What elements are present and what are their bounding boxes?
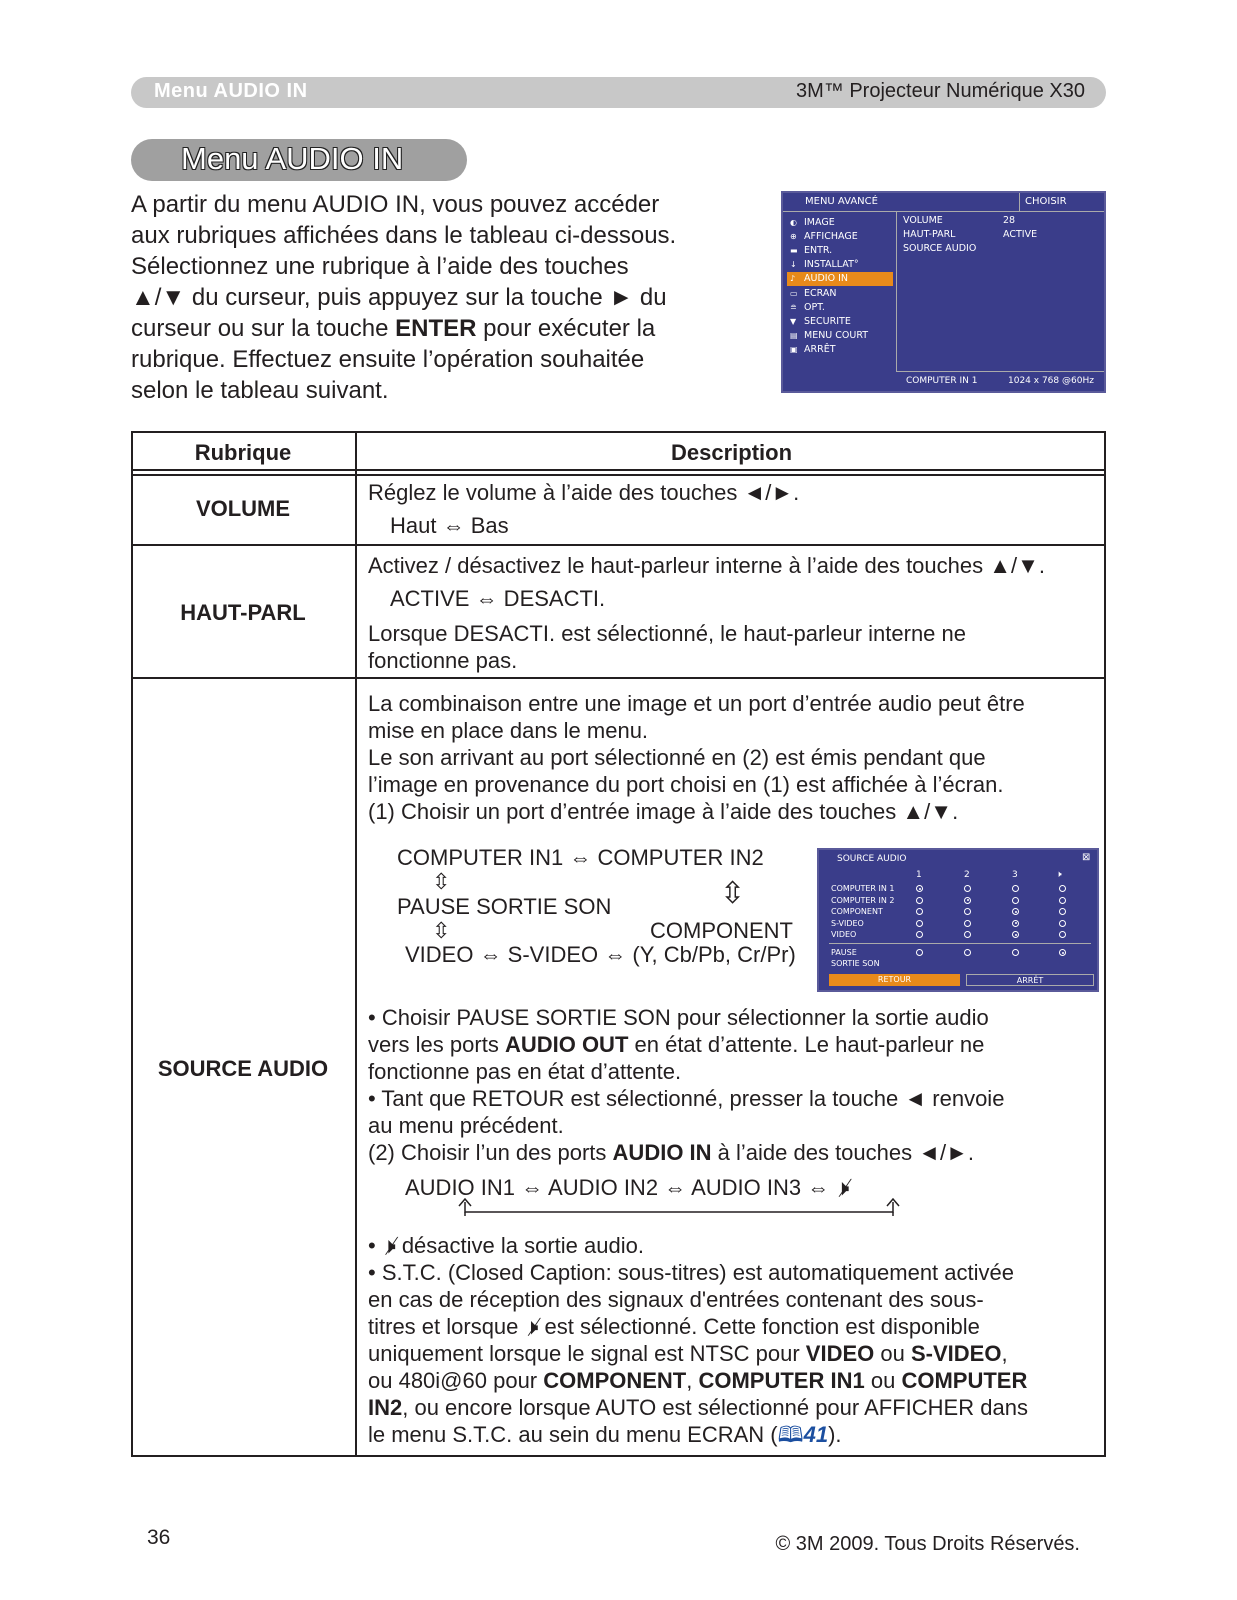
intro-line: selon le tableau suivant. xyxy=(131,377,389,404)
radio-option xyxy=(1012,885,1019,892)
table-row-divider xyxy=(131,677,1106,679)
osd-menu-item xyxy=(787,229,893,243)
menu-item-icon: ▤ xyxy=(790,331,798,341)
radio-option xyxy=(1012,949,1019,956)
osd-menu-item xyxy=(787,343,893,357)
page-number: 36 xyxy=(147,1526,171,1549)
desc-bold: IN2 xyxy=(368,1395,403,1420)
desc-text: ou xyxy=(874,1341,911,1366)
radio-option xyxy=(1059,949,1066,956)
desc-text: ). xyxy=(828,1422,842,1447)
osd-status-bar xyxy=(896,371,1104,394)
radio-option xyxy=(1012,920,1019,927)
radio-option xyxy=(916,920,923,927)
input-cycle-component: COMPONENT xyxy=(650,918,793,943)
radio-option xyxy=(916,931,923,938)
desc-text: • xyxy=(368,1233,382,1258)
radio-option xyxy=(964,897,971,904)
osd-source-row-label: COMPUTER IN 1 xyxy=(831,884,895,893)
osd-pause-label: PAUSE xyxy=(831,948,857,957)
osd-menu-item xyxy=(787,215,893,229)
osd-submenu-label: HAUT-PARL xyxy=(903,229,956,240)
menu-item-icon: ♪ xyxy=(790,274,796,284)
table-header-divider xyxy=(131,469,1106,471)
osd-menu-item-label: SECURITE xyxy=(804,315,851,327)
menu-item-icon: ≘ xyxy=(790,302,797,312)
osd-menu-item-label: ARRÊT xyxy=(804,344,836,356)
osd-choisir-label: CHOISIR xyxy=(1025,196,1067,207)
osd-column-header: 1 xyxy=(916,870,922,880)
desc-line: Lorsque DESACTI. est sélectionné, le haut-parleur interne ne xyxy=(368,621,966,646)
osd-column-header: 2 xyxy=(964,870,970,880)
radio-option xyxy=(1012,908,1019,915)
input-cycle-bottom: VIDEO ⇔ S-VIDEO ⇔ (Y, Cb/Pb, Cr/Pr) xyxy=(405,942,796,967)
radio-option xyxy=(964,931,971,938)
desc-bold: AUDIO OUT xyxy=(504,1032,629,1057)
row-label-haut-parl: HAUT-PARL xyxy=(180,600,306,625)
audio-cycle-return-arrow xyxy=(455,1198,905,1220)
desc-text: est sélectionné. Cette fonction est disponible xyxy=(538,1314,980,1339)
radio-option xyxy=(916,885,923,892)
intro-line: ▲/▼ du curseur, puis appuyez sur la touche ► du xyxy=(131,284,667,311)
osd-menu-item-label: OPT. xyxy=(804,301,825,313)
updown-arrow-icon: ⇳ xyxy=(432,869,451,894)
row-label-source-audio: SOURCE AUDIO xyxy=(157,1056,329,1081)
source-audio-notes xyxy=(368,1004,1098,1166)
advanced-menu-screenshot xyxy=(781,191,1106,393)
desc-text: uniquement lorsque le signal est NTSC pour xyxy=(368,1341,806,1366)
desc-line xyxy=(368,1232,1098,1259)
intro-paragraph xyxy=(131,189,759,406)
osd-divider xyxy=(829,943,1091,944)
desc-line: • S.T.C. (Closed Caption: sous-titres) est automatiquement activée xyxy=(368,1260,1014,1285)
osd-menu-item-label: IMAGE xyxy=(804,216,835,228)
radio-option xyxy=(916,908,923,915)
osd-menu-item-label: AUDIO IN xyxy=(804,273,848,285)
retour-button: RETOUR xyxy=(829,974,960,986)
intro-text: curseur ou sur la touche xyxy=(131,315,396,342)
osd-submenu-row xyxy=(903,229,1037,243)
osd-menu-item-label: MENU COURT xyxy=(804,330,869,342)
osd-menu-item xyxy=(787,300,893,314)
osd-menu-item xyxy=(787,243,893,257)
desc-text: à l’aide des touches ◄/►. xyxy=(711,1140,975,1165)
volume-description xyxy=(368,479,1098,539)
radio-option xyxy=(916,949,923,956)
menu-item-icon: ▼ xyxy=(790,316,797,326)
radio-option xyxy=(1059,931,1066,938)
desc-line: Haut ⇔ Bas xyxy=(390,513,509,538)
intro-line: aux rubriques affichées dans le tableau ci-dessous. xyxy=(131,222,677,249)
osd-source-row-label: VIDEO xyxy=(831,930,857,939)
desc-line xyxy=(368,1139,1098,1166)
updown-arrow-icon: ⇳ xyxy=(720,877,746,910)
desc-text: ou xyxy=(864,1368,902,1393)
osd-menu-title: MENU AVANCÉ xyxy=(805,196,878,207)
desc-line: au menu précédent. xyxy=(368,1113,564,1138)
radio-option xyxy=(964,949,971,956)
intro-text: pour exécuter la xyxy=(476,315,656,342)
source-audio-screenshot xyxy=(817,848,1099,992)
desc-text: le menu S.T.C. au sein du menu ECRAN ( xyxy=(368,1422,778,1447)
desc-line: Activez / désactivez le haut-parleur interne à l’aide des touches ▲/▼. xyxy=(368,553,1046,578)
desc-line xyxy=(368,1031,1098,1058)
radio-option xyxy=(964,920,971,927)
row-label-volume: VOLUME xyxy=(195,496,291,521)
osd-resolution: 1024 x 768 @60Hz xyxy=(1008,376,1094,386)
desc-text: désactive la sortie audio. xyxy=(395,1233,644,1258)
intro-line: rubrique. Effectuez ensuite l’opération souhaitée xyxy=(131,346,645,373)
source-audio-intro xyxy=(368,690,1098,825)
desc-line: Le son arrivant au port sélectionné en (2) est émis pendant que xyxy=(368,745,986,770)
osd-menu-list xyxy=(787,215,893,357)
menu-item-icon: ↓ xyxy=(790,260,797,270)
osd-menu-item-label: ENTR. xyxy=(804,244,833,256)
radio-option xyxy=(1059,897,1066,904)
page-reference-link[interactable]: 41 xyxy=(803,1422,829,1447)
osd-menu-item xyxy=(787,258,893,272)
menu-item-icon: ◐ xyxy=(790,217,797,227)
osd-submenu-value: ACTIVE xyxy=(1003,229,1038,240)
updown-arrow-icon: ⇳ xyxy=(432,918,451,943)
desc-line xyxy=(368,1421,1098,1448)
desc-bold: COMPUTER IN1 xyxy=(698,1368,865,1393)
intro-line: A partir du menu AUDIO IN, vous pouvez accéder xyxy=(131,191,660,218)
osd-divider xyxy=(1019,193,1020,211)
input-cycle-pause: PAUSE SORTIE SON xyxy=(397,894,612,919)
desc-line: fonctionne pas. xyxy=(368,648,518,673)
table-row-divider xyxy=(131,544,1106,546)
intro-line xyxy=(131,313,759,344)
radio-option xyxy=(916,897,923,904)
table-header-divider xyxy=(131,474,1106,476)
desc-text: , xyxy=(1001,1341,1008,1366)
table-header-rubrique: Rubrique xyxy=(194,440,292,465)
menu-item-icon: ▣ xyxy=(790,345,798,355)
desc-bold: S-VIDEO xyxy=(910,1341,1002,1366)
osd-menu-item xyxy=(787,286,893,300)
menu-item-icon: ▭ xyxy=(790,288,798,298)
osd-menu-item xyxy=(787,329,893,343)
osd-source-row-label: COMPUTER IN 2 xyxy=(831,895,895,905)
header-product-name: 3M™ Projecteur Numérique X30 xyxy=(795,80,1085,102)
desc-text: , ou encore lorsque AUTO est sélectionné pour AFFICHER dans xyxy=(402,1395,1028,1420)
desc-line: Réglez le volume à l’aide des touches ◄/►. xyxy=(368,480,800,505)
osd-menu-item-selected xyxy=(787,272,893,286)
source-audio-footnotes xyxy=(368,1232,1098,1448)
desc-line xyxy=(368,1313,1098,1340)
radio-option xyxy=(964,908,971,915)
arret-button: ARRÊT xyxy=(966,974,1094,986)
desc-text: (2) Choisir l’un des ports xyxy=(368,1140,613,1165)
desc-line: • Choisir PAUSE SORTIE SON pour sélectionner la sortie audio xyxy=(368,1005,989,1030)
osd-submenu-row xyxy=(903,243,1037,257)
header-section-title: Menu AUDIO IN xyxy=(154,80,308,102)
radio-option xyxy=(1012,931,1019,938)
desc-bold: COMPONENT xyxy=(543,1368,687,1393)
osd-pause-label: SORTIE SON xyxy=(831,959,880,968)
osd-submenu xyxy=(903,215,1037,257)
desc-bold: COMPUTER xyxy=(901,1368,1028,1393)
desc-line: en cas de réception des signaux d'entrées contenant des sous- xyxy=(368,1287,984,1312)
input-cycle-top: COMPUTER IN1 ⇔ COMPUTER IN2 xyxy=(397,845,764,870)
desc-line: La combinaison entre une image et un port d’entrée audio peut être xyxy=(368,691,1025,716)
desc-text: titres et lorsque xyxy=(368,1314,525,1339)
desc-line xyxy=(368,1394,1098,1421)
osd-menu-item-label: INSTALLAT° xyxy=(804,259,859,271)
copyright: © 3M 2009. Tous Droits Réservés. xyxy=(775,1533,1080,1555)
menu-item-icon: ▬ xyxy=(790,245,798,255)
desc-line: l’image en provenance du port choisi en (1) est affichée à l’écran. xyxy=(368,772,1004,797)
osd-submenu-row xyxy=(903,215,1037,229)
desc-line: fonctionne pas en état d’attente. xyxy=(368,1059,682,1084)
radio-option xyxy=(1012,897,1019,904)
osd-source-row-label: S-VIDEO xyxy=(831,918,864,928)
mute-icon: 🕨̸ xyxy=(524,1314,539,1339)
mute-icon: 🕨̸ xyxy=(835,1175,850,1200)
osd-divider xyxy=(896,211,897,371)
table-column-divider xyxy=(355,431,357,1457)
mute-icon: 🕨̸ xyxy=(381,1233,396,1258)
desc-text: en état d’attente. Le haut-parleur ne xyxy=(628,1032,985,1057)
osd-submenu-value: 28 xyxy=(1003,215,1016,226)
radio-option xyxy=(1059,885,1066,892)
page-title: Menu AUDIO IN xyxy=(181,141,404,176)
radio-option xyxy=(1059,920,1066,927)
desc-bold: VIDEO xyxy=(805,1341,875,1366)
desc-line xyxy=(368,1367,1098,1394)
radio-option xyxy=(964,885,971,892)
source-audio-osd-title: SOURCE AUDIO xyxy=(837,854,907,864)
desc-line: mise en place dans le menu. xyxy=(368,718,649,743)
desc-text: ou 480i@60 pour xyxy=(368,1368,544,1393)
radio-option xyxy=(1059,908,1066,915)
osd-menu-item-label: AFFICHAGE xyxy=(804,230,858,242)
haut-parl-description xyxy=(368,552,1098,674)
book-icon: 🕮 xyxy=(777,1422,804,1447)
mute-icon: 🕨 xyxy=(1056,870,1062,880)
intro-line: Sélectionnez une rubrique à l’aide des touches xyxy=(131,253,629,280)
desc-text: vers les ports xyxy=(368,1032,505,1057)
osd-menu-item-label: ECRAN xyxy=(804,287,837,299)
osd-submenu-label: VOLUME xyxy=(903,215,943,226)
close-icon: ⊠ xyxy=(1082,852,1091,863)
table-header-description: Description xyxy=(670,440,793,465)
desc-text: , xyxy=(686,1368,699,1393)
desc-line: ACTIVE ⇔ DESACTI. xyxy=(390,586,606,611)
desc-line: • Tant que RETOUR est sélectionné, presser la touche ◄ renvoie xyxy=(368,1086,1005,1111)
desc-line xyxy=(368,1340,1098,1367)
audio-cycle-text: AUDIO IN1 ⇔ AUDIO IN2 ⇔ AUDIO IN3 ⇔ xyxy=(405,1175,830,1200)
enter-key-label: ENTER xyxy=(395,315,477,342)
menu-item-icon: ⊕ xyxy=(790,231,797,241)
osd-column-header: 3 xyxy=(1012,870,1018,880)
osd-submenu-label: SOURCE AUDIO xyxy=(903,243,977,254)
desc-bold: AUDIO IN xyxy=(612,1140,712,1165)
osd-input-source: COMPUTER IN 1 xyxy=(906,376,978,386)
desc-line: (1) Choisir un port d’entrée image à l’aide des touches ▲/▼. xyxy=(368,799,959,824)
osd-source-row-label: COMPONENT xyxy=(831,907,883,916)
osd-menu-item xyxy=(787,314,893,328)
